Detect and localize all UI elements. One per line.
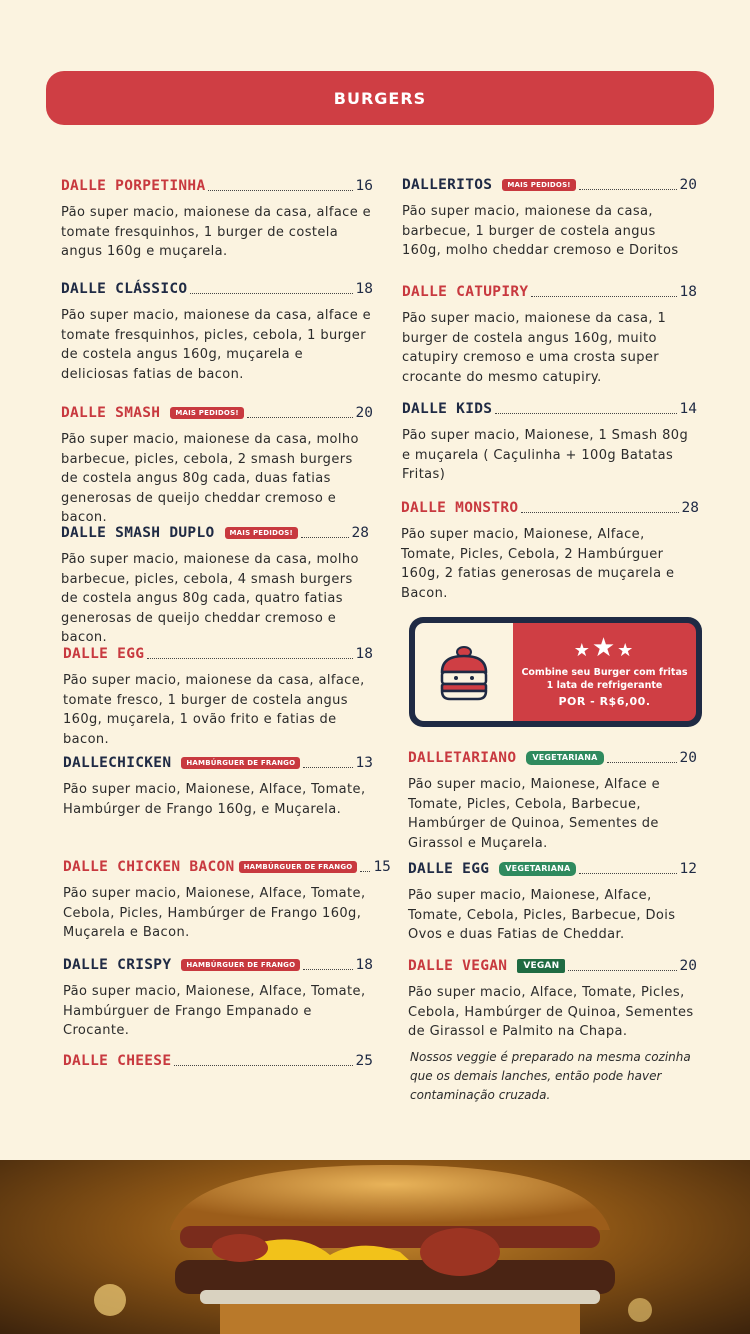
item-price: 20	[679, 958, 697, 974]
item-name: DALLETARIANO	[408, 750, 517, 766]
item-badge: MAIS PEDIDOS!	[502, 179, 575, 191]
item-name: DALLECHICKEN	[63, 755, 172, 771]
leader-dots	[208, 190, 352, 191]
item-name: DALLE EGG	[408, 861, 490, 877]
item-name: DALLE KIDS	[402, 401, 493, 417]
leader-dots	[568, 970, 676, 971]
item-price: 14	[679, 401, 697, 417]
item-price: 25	[355, 1053, 373, 1069]
item-badge: HAMBÚRGUER DE FRANGO	[181, 757, 300, 769]
leader-dots	[303, 767, 352, 768]
item-description: Pão super macio, Alface, Tomate, Picles, Cebola, Hambúrger de Quinoa, Sementes de Girassol e Palmito na Chapa.	[408, 985, 694, 1039]
leader-dots	[147, 658, 352, 659]
item-description: Pão super macio, Maionese, Alface, Tomate, Cebola, Picles, Hambúrger de Frango 160g, Muçarela e Bacon.	[63, 886, 366, 940]
item-description: Pão super macio, Maionese, Alface, Tomate, Cebola, Picles, Barbecue, Dois Ovos e duas Fatias de Cheddar.	[408, 888, 676, 942]
item-description: Pão super macio, Maionese, Alface e Tomate, Picles, Cebola, Barbecue, Hambúrger de Quinoa, Sementes de Girassol e Muçarela.	[408, 777, 660, 851]
leader-dots	[495, 413, 676, 414]
menu-item	[401, 499, 699, 603]
leader-dots	[360, 871, 370, 872]
combo-text: Combine seu Burger com fritas 1 lata de refrigerante	[521, 666, 688, 691]
leader-dots	[301, 537, 349, 538]
menu-item	[402, 400, 697, 485]
stars-icon: ★★★	[573, 632, 636, 663]
item-badge: VEGAN	[517, 959, 565, 973]
item-name: DALLE CRISPY	[63, 957, 172, 973]
item-price: 28	[681, 500, 699, 516]
item-description: Pão super macio, maionese da casa, 1 burger de costela angus 160g, muito catupiry cremoso e uma crosta super crocante do mesmo catupiry.	[402, 311, 667, 385]
item-name: DALLE VEGAN	[408, 958, 508, 974]
item-name: DALLE PORPETINHA	[61, 178, 206, 194]
menu-item	[61, 280, 373, 384]
menu-item	[408, 749, 697, 853]
item-name: DALLE EGG	[63, 646, 145, 662]
combo-price: POR - R$6,00.	[558, 694, 651, 708]
leader-dots	[579, 873, 676, 874]
item-badge: HAMBÚRGUER DE FRANGO	[239, 861, 358, 873]
item-description: Pão super macio, Maionese, 1 Smash 80g e muçarela ( Caçulinha + 100g Batatas Fritas)	[402, 428, 689, 482]
item-description: Pão super macio, Maionese, Alface, Tomate, Picles, Cebola, 2 Hambúrguer 160g, 2 fatias generosas de muçarela e Bacon.	[401, 527, 675, 601]
item-name: DALLE CHICKEN BACON	[63, 859, 235, 875]
menu-item	[402, 283, 697, 387]
combo-logo-panel	[415, 623, 513, 721]
item-price: 28	[351, 525, 369, 541]
item-badge: MAIS PEDIDOS!	[225, 527, 298, 539]
leader-dots	[607, 762, 677, 763]
item-price: 18	[679, 284, 697, 300]
section-title: BURGERS	[333, 88, 427, 108]
item-description: Pão super macio, Maionese, Alface, Tomate, Hambúrguer de Frango Empanado e Crocante.	[63, 984, 366, 1038]
item-badge: VEGETARIANA	[526, 751, 603, 765]
leader-dots	[531, 296, 676, 297]
item-description: Pão super macio, maionese da casa, alface, tomate fresco, 1 burger de costela angus 160g, muçarela, 1 ovão frito e fatias de bacon.	[63, 673, 365, 747]
item-description: Pão super macio, maionese da casa, molho barbecue, picles, cebola, 4 smash burgers de costela angus 80g cada, quatro fatias generosas de queijo cheddar cremoso e bacon.	[61, 552, 359, 645]
leader-dots	[190, 293, 352, 294]
leader-dots	[521, 512, 678, 513]
combo-card	[409, 617, 702, 727]
item-badge: MAIS PEDIDOS!	[170, 407, 243, 419]
item-name: DALLE SMASH DUPLO	[61, 525, 215, 541]
menu-item	[63, 1052, 373, 1070]
burger-image	[0, 1160, 750, 1334]
menu-item	[63, 956, 373, 1041]
combo-offer-panel	[513, 623, 696, 721]
item-price: 20	[679, 750, 697, 766]
menu-item	[402, 176, 697, 261]
item-name: DALLE CATUPIRY	[402, 284, 529, 300]
item-price: 20	[355, 405, 373, 421]
menu-item	[61, 404, 373, 528]
item-price: 15	[373, 859, 391, 875]
item-badge: VEGETARIANA	[499, 862, 576, 876]
leader-dots	[174, 1065, 352, 1066]
item-name: DALLE CLÁSSICO	[61, 281, 188, 297]
item-description: Pão super macio, Maionese, Alface, Tomate, Hambúrger de Frango 160g, e Muçarela.	[63, 782, 366, 817]
item-name: DALLE SMASH	[61, 405, 161, 421]
item-description: Pão super macio, maionese da casa, alface e tomate fresquinhos, picles, cebola, 1 burger de costela angus 160g, muçarela e deliciosas fatias de bacon.	[61, 308, 372, 382]
item-price: 16	[355, 178, 373, 194]
item-price: 18	[355, 646, 373, 662]
item-price: 12	[679, 861, 697, 877]
menu-item	[61, 524, 369, 648]
item-price: 18	[355, 281, 373, 297]
leader-dots	[579, 189, 677, 190]
item-description: Pão super macio, maionese da casa, alface e tomate fresquinhos, 1 burger de costela angus 160g e muçarela.	[61, 205, 372, 259]
menu-item	[61, 177, 373, 262]
item-name: DALLE CHEESE	[63, 1053, 172, 1069]
burger-mascot-icon	[436, 642, 492, 702]
menu-item	[63, 645, 373, 749]
item-price: 13	[355, 755, 373, 771]
leader-dots	[303, 969, 352, 970]
menu-item	[408, 957, 697, 1042]
menu-item	[408, 860, 697, 945]
item-description: Pão super macio, maionese da casa, molho barbecue, picles, cebola, 2 smash burgers de costela angus 80g cada, duas fatias generosas de queijo cheddar cremoso e bacon.	[61, 432, 359, 525]
section-banner	[46, 71, 714, 125]
menu-item	[63, 754, 373, 819]
item-name: DALLERITOS	[402, 177, 493, 193]
leader-dots	[247, 417, 353, 418]
burger-photo	[0, 1160, 750, 1334]
item-price: 20	[679, 177, 697, 193]
menu-item	[63, 858, 391, 943]
item-description: Pão super macio, maionese da casa, barbecue, 1 burger de costela angus 160g, molho cheddar cremoso e Doritos	[402, 204, 679, 258]
item-price: 18	[355, 957, 373, 973]
allergen-note: Nossos veggie é preparado na mesma cozinha que os demais lanches, então pode haver contaminação cruzada.	[410, 1050, 691, 1102]
item-badge: HAMBÚRGUER DE FRANGO	[181, 959, 300, 971]
item-name: DALLE MONSTRO	[401, 500, 519, 516]
